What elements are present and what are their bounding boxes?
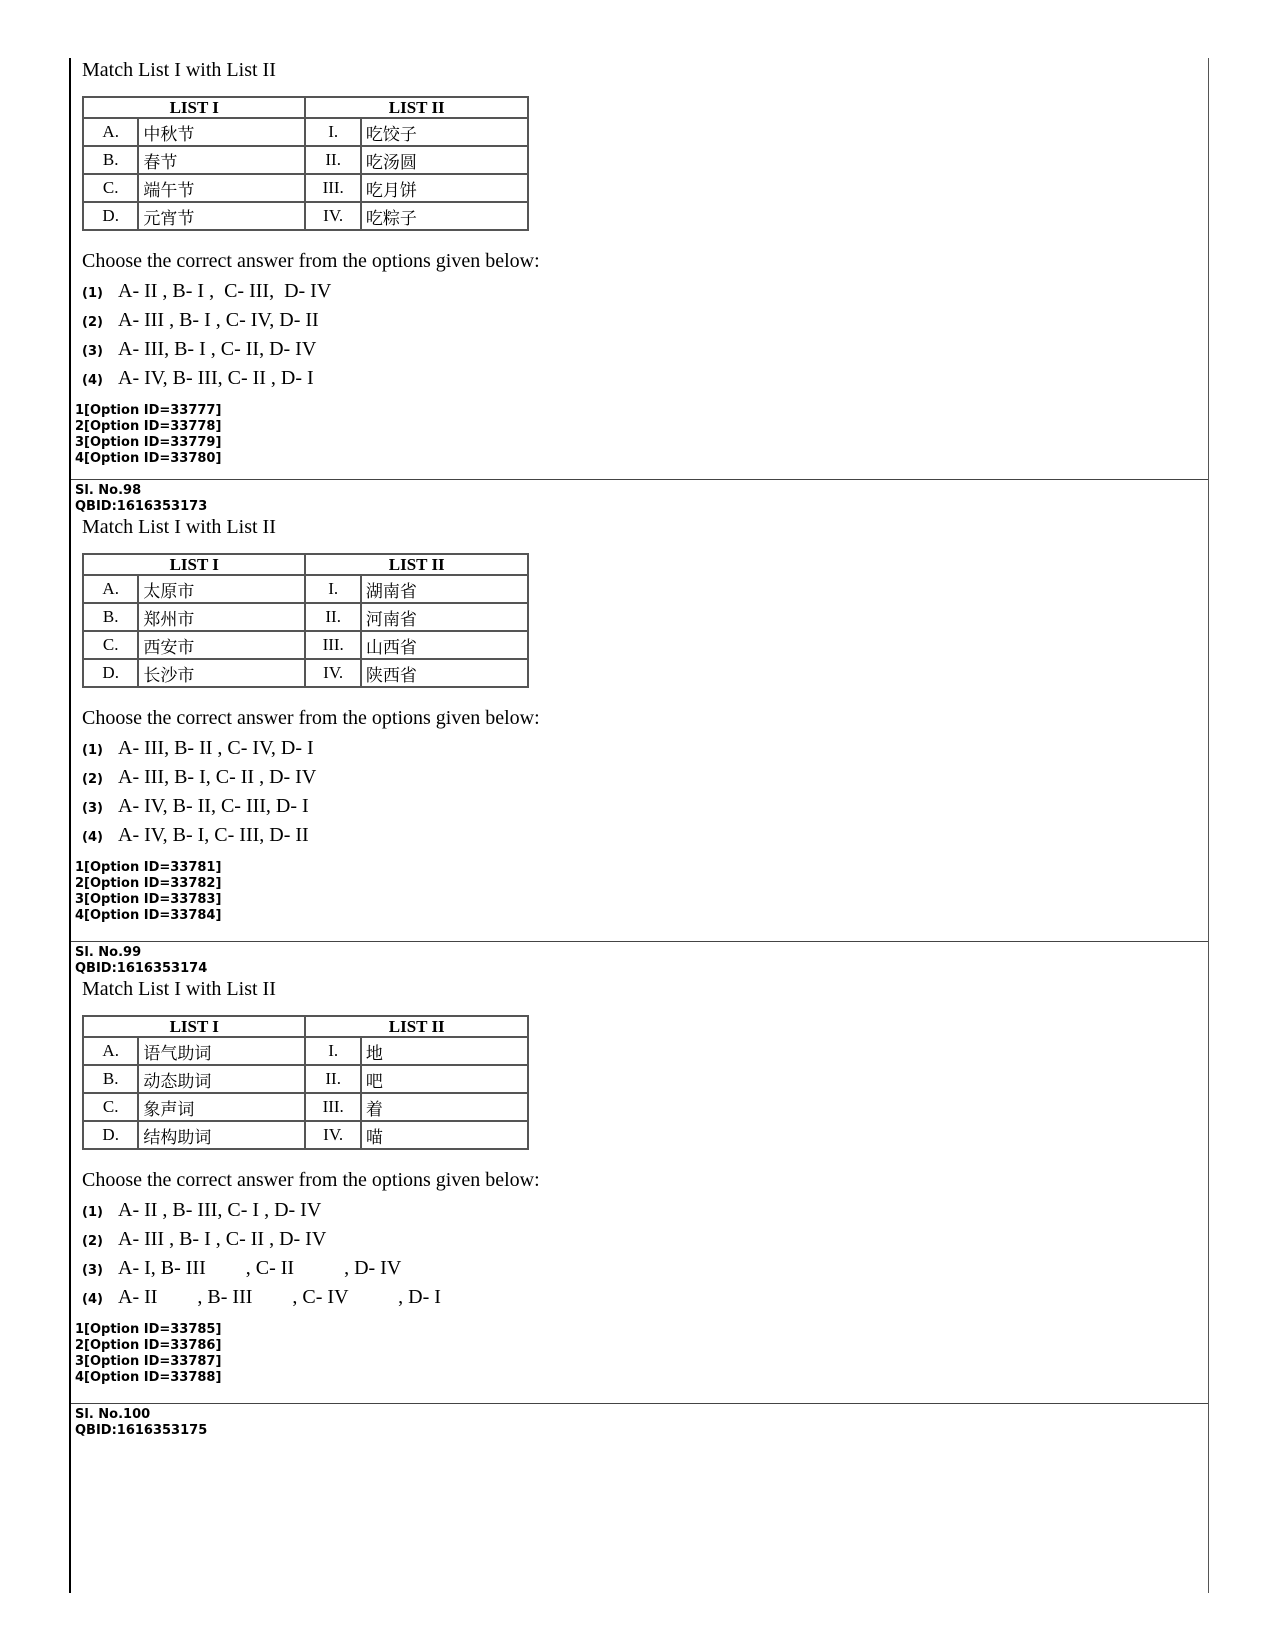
row-value: 喵 [361, 1121, 528, 1149]
question-divider [71, 479, 1208, 480]
qbid: QBID:1616353173 [75, 499, 208, 514]
option-id: 2[Option ID=33782] [75, 876, 222, 891]
option-1 [82, 734, 1208, 763]
option-number: (2) [82, 1234, 103, 1249]
row-key: A. [83, 575, 138, 603]
option-id: 1[Option ID=33785] [75, 1322, 222, 1337]
option-text: A- III , B- I , C- II , D- IV [118, 1228, 327, 1250]
question-98 [71, 483, 1208, 924]
row-value: 吃月饼 [361, 174, 528, 202]
question-stem: Match List I with List II [82, 516, 276, 538]
option-text: A- II , B- III, C- I , D- IV [118, 1199, 322, 1221]
row-value: 长沙市 [138, 659, 305, 687]
row-key: III. [305, 631, 360, 659]
option-number: (2) [82, 315, 103, 330]
question-paper-frame [69, 58, 1209, 1593]
row-key: D. [83, 1121, 138, 1149]
row-key: I. [305, 575, 360, 603]
option-number: (3) [82, 1263, 103, 1278]
option-text: A- III, B- II , C- IV, D- I [118, 737, 314, 759]
question-stem: Match List I with List II [82, 978, 276, 1000]
option-id: 3[Option ID=33779] [75, 435, 222, 450]
match-table [82, 96, 529, 231]
option-text: A- II , B- I , C- III, D- IV [118, 280, 332, 302]
option-id: 1[Option ID=33781] [75, 860, 222, 875]
row-value: 郑州市 [138, 603, 305, 631]
option-text: A- I, B- III , C- II , D- IV [118, 1257, 402, 1279]
option-text: A- III , B- I , C- IV, D- II [118, 309, 319, 331]
row-key: IV. [305, 202, 360, 230]
row-value: 吃粽子 [361, 202, 528, 230]
match-table [82, 1015, 529, 1150]
row-key: II. [305, 603, 360, 631]
option-3 [82, 335, 1208, 364]
row-value: 西安市 [138, 631, 305, 659]
list2-header: LIST II [305, 554, 528, 575]
row-value: 山西省 [361, 631, 528, 659]
answer-prompt: Choose the correct answer from the options given below: [82, 1169, 540, 1191]
option-number: (4) [82, 1292, 103, 1307]
row-key: C. [83, 174, 138, 202]
row-value: 地 [361, 1037, 528, 1065]
row-value: 结构助词 [138, 1121, 305, 1149]
row-key: A. [83, 1037, 138, 1065]
option-id: 3[Option ID=33783] [75, 892, 222, 907]
row-value: 动态助词 [138, 1065, 305, 1093]
row-value: 端午节 [138, 174, 305, 202]
option-number: (3) [82, 344, 103, 359]
row-value: 着 [361, 1093, 528, 1121]
serial-number: Sl. No.98 [75, 483, 142, 498]
option-id: 2[Option ID=33778] [75, 419, 222, 434]
option-text: A- IV, B- III, C- II , D- I [118, 367, 314, 389]
row-key: B. [83, 603, 138, 631]
option-id: 2[Option ID=33786] [75, 1338, 222, 1353]
option-id: 3[Option ID=33787] [75, 1354, 222, 1369]
question-97 [71, 58, 1208, 467]
option-number: (3) [82, 801, 103, 816]
option-number: (4) [82, 373, 103, 388]
list2-header: LIST II [305, 97, 528, 118]
row-key: III. [305, 174, 360, 202]
qbid: QBID:1616353175 [75, 1423, 208, 1438]
row-key: IV. [305, 659, 360, 687]
option-number: (2) [82, 772, 103, 787]
row-value: 太原市 [138, 575, 305, 603]
row-key: II. [305, 146, 360, 174]
row-key: A. [83, 118, 138, 146]
row-value: 陕西省 [361, 659, 528, 687]
option-number: (1) [82, 1205, 103, 1220]
list1-header: LIST I [83, 1016, 305, 1037]
option-text: A- III, B- I , C- II, D- IV [118, 338, 317, 360]
row-value: 吧 [361, 1065, 528, 1093]
option-number: (1) [82, 743, 103, 758]
option-3 [82, 792, 1208, 821]
option-2 [82, 763, 1208, 792]
row-key: IV. [305, 1121, 360, 1149]
question-divider [71, 941, 1208, 942]
option-1 [82, 277, 1208, 306]
row-value: 春节 [138, 146, 305, 174]
serial-number: Sl. No.100 [75, 1407, 151, 1422]
question-99 [71, 945, 1208, 1386]
option-1 [82, 1196, 1208, 1225]
option-text: A- IV, B- II, C- III, D- I [118, 795, 309, 817]
row-key: III. [305, 1093, 360, 1121]
option-4 [82, 1283, 1208, 1312]
option-id: 1[Option ID=33777] [75, 403, 222, 418]
row-value: 象声词 [138, 1093, 305, 1121]
option-number: (1) [82, 286, 103, 301]
question-100 [71, 1407, 1208, 1439]
option-number: (4) [82, 830, 103, 845]
option-id: 4[Option ID=33780] [75, 451, 222, 466]
option-2 [82, 1225, 1208, 1254]
option-id: 4[Option ID=33788] [75, 1370, 222, 1385]
row-value: 吃汤圆 [361, 146, 528, 174]
row-key: B. [83, 1065, 138, 1093]
question-stem: Match List I with List II [82, 59, 276, 81]
row-value: 中秋节 [138, 118, 305, 146]
row-key: I. [305, 1037, 360, 1065]
option-text: A- II , B- III , C- IV , D- I [118, 1286, 441, 1308]
option-id: 4[Option ID=33784] [75, 908, 222, 923]
option-3 [82, 1254, 1208, 1283]
row-value: 湖南省 [361, 575, 528, 603]
row-key: C. [83, 1093, 138, 1121]
row-value: 吃饺子 [361, 118, 528, 146]
question-divider [71, 1403, 1208, 1404]
row-value: 语气助词 [138, 1037, 305, 1065]
option-4 [82, 821, 1208, 850]
serial-number: Sl. No.99 [75, 945, 142, 960]
row-key: B. [83, 146, 138, 174]
option-text: A- III, B- I, C- II , D- IV [118, 766, 317, 788]
qbid: QBID:1616353174 [75, 961, 208, 976]
row-key: C. [83, 631, 138, 659]
list1-header: LIST I [83, 97, 305, 118]
row-value: 河南省 [361, 603, 528, 631]
option-text: A- IV, B- I, C- III, D- II [118, 824, 309, 846]
list2-header: LIST II [305, 1016, 528, 1037]
answer-prompt: Choose the correct answer from the options given below: [82, 707, 540, 729]
option-2 [82, 306, 1208, 335]
row-key: I. [305, 118, 360, 146]
row-value: 元宵节 [138, 202, 305, 230]
list1-header: LIST I [83, 554, 305, 575]
row-key: II. [305, 1065, 360, 1093]
row-key: D. [83, 659, 138, 687]
option-4 [82, 364, 1208, 393]
match-table [82, 553, 529, 688]
row-key: D. [83, 202, 138, 230]
answer-prompt: Choose the correct answer from the options given below: [82, 250, 540, 272]
